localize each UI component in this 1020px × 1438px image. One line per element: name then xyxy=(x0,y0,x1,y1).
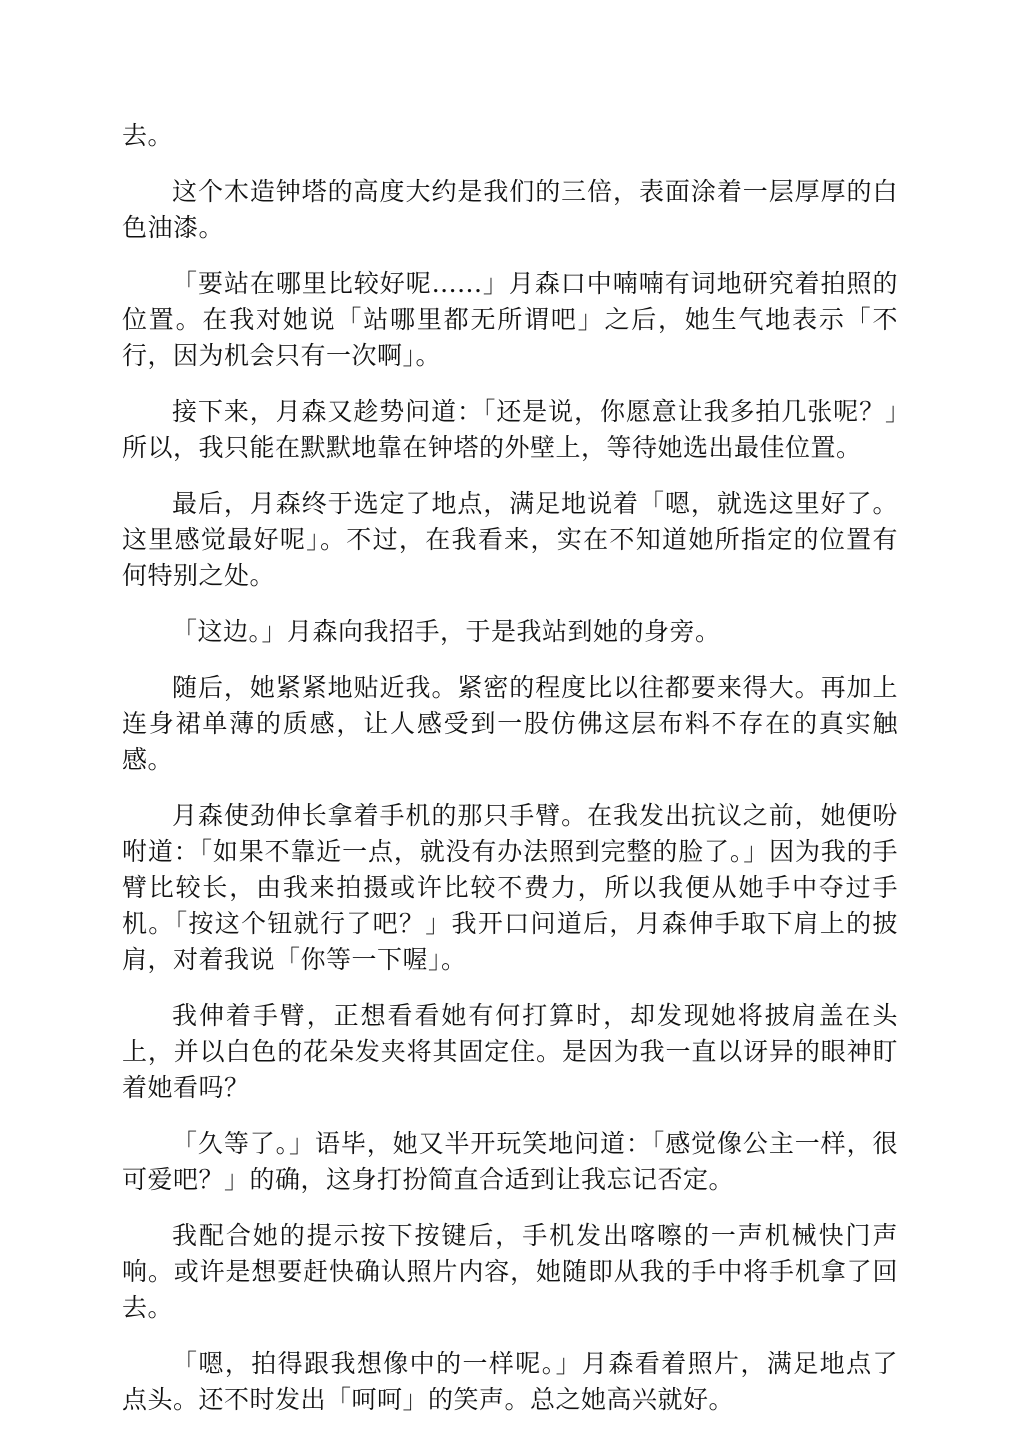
paragraph-9: 我伸着手臂，正想看看她有何打算时，却发现她将披肩盖在头上，并以白色的花朵发夹将其固定住。是因为我一直以讶异的眼神盯着她看吗？ xyxy=(122,1001,898,1102)
paragraph-11: 我配合她的提示按下按键后，手机发出喀嚓的一声机械快门声响。或许是想要赶快确认照片内容，她随即从我的手中将手机拿了回去。 xyxy=(122,1221,898,1322)
paragraph-7: 随后，她紧紧地贴近我。紧密的程度比以往都要来得大。再加上连身裙单薄的质感，让人感受到一股仿佛这层布料不存在的真实触感。 xyxy=(122,673,898,774)
document-page xyxy=(122,118,898,1438)
paragraph-1: 去。 xyxy=(122,121,174,150)
paragraph-8: 月森使劲伸长拿着手机的那只手臂。在我发出抗议之前，她便吩咐道：「如果不靠近一点，就没有办法照到完整的脸了。」因为我的手臂比较长，由我来拍摄或许比较不费力，所以我便从她手中夺过手机。「按这个钮就行了吧？」我开口问道后，月森伸手取下肩上的披肩，对着我说「你等一下喔」。 xyxy=(122,801,898,974)
paragraph-12: 「嗯，拍得跟我想像中的一样呢。」月森看着照片，满足地点了点头。还不时发出「呵呵」的笑声。总之她高兴就好。 xyxy=(122,1349,898,1414)
paragraph-10: 「久等了。」语毕，她又半开玩笑地问道：「感觉像公主一样，很可爱吧？」的确，这身打扮简直合适到让我忘记否定。 xyxy=(122,1129,898,1194)
paragraph-2: 这个木造钟塔的高度大约是我们的三倍，表面涂着一层厚厚的白色油漆。 xyxy=(122,177,898,242)
paragraph-3: 「要站在哪里比较好呢......」月森口中喃喃有词地研究着拍照的位置。在我对她说「站哪里都无所谓吧」之后，她生气地表示「不行，因为机会只有一次啊」。 xyxy=(122,269,898,370)
paragraph-4: 接下来，月森又趁势问道：「还是说，你愿意让我多拍几张呢？」所以，我只能在默默地靠在钟塔的外壁上，等待她选出最佳位置。 xyxy=(122,397,898,462)
paragraph-6: 「这边。」月森向我招手，于是我站到她的身旁。 xyxy=(172,617,721,646)
paragraph-5: 最后，月森终于选定了地点，满足地说着「嗯，就选这里好了。这里感觉最好呢」。不过，在我看来，实在不知道她所指定的位置有何特别之处。 xyxy=(122,489,898,590)
